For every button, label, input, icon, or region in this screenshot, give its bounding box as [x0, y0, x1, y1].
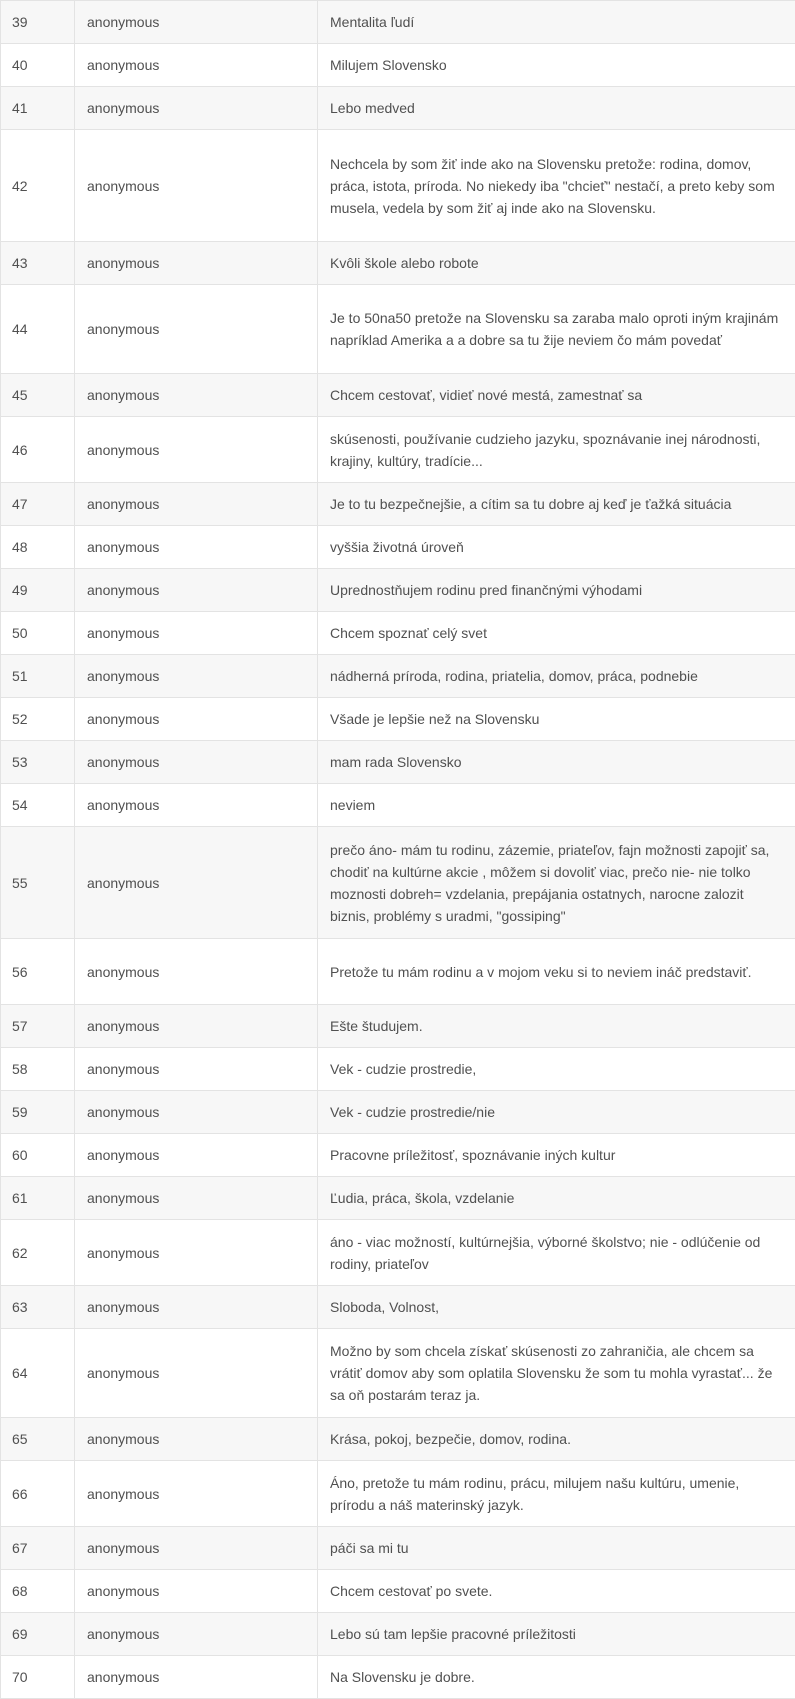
response-text-cell: Vek - cudzie prostredie/nie: [318, 1091, 795, 1134]
response-text-cell: skúsenosti, používanie cudzieho jazyku, spoznávanie inej národnosti, krajiny, kultúry, tradície...: [318, 417, 795, 483]
response-number-cell: 52: [1, 698, 75, 741]
respondent-cell: anonymous: [75, 655, 318, 698]
table-row: [1, 374, 795, 417]
table-row: [1, 44, 795, 87]
response-text-cell: Uprednostňujem rodinu pred finančnými výhodami: [318, 569, 795, 612]
response-number-cell: 56: [1, 939, 75, 1005]
response-text-cell: Krása, pokoj, bezpečie, domov, rodina.: [318, 1418, 795, 1461]
respondent-cell: anonymous: [75, 698, 318, 741]
response-text-cell: Ešte študujem.: [318, 1005, 795, 1048]
respondent-cell: anonymous: [75, 1177, 318, 1220]
response-number-cell: 46: [1, 417, 75, 483]
response-text-cell: Je to 50na50 pretože na Slovensku sa zaraba malo oproti iným krajinám napríklad Amerika a a dobre sa tu žije neviem čo mám povedať: [318, 285, 795, 374]
respondent-cell: anonymous: [75, 87, 318, 130]
table-row: [1, 1177, 795, 1220]
respondent-cell: anonymous: [75, 1220, 318, 1286]
respondent-cell: anonymous: [75, 569, 318, 612]
response-number-cell: 43: [1, 242, 75, 285]
response-number-cell: 70: [1, 1656, 75, 1699]
response-number-cell: 64: [1, 1329, 75, 1418]
table-row: [1, 698, 795, 741]
table-row: [1, 1418, 795, 1461]
respondent-cell: anonymous: [75, 939, 318, 1005]
response-text-cell: Ľudia, práca, škola, vzdelanie: [318, 1177, 795, 1220]
respondent-cell: anonymous: [75, 612, 318, 655]
respondent-cell: anonymous: [75, 242, 318, 285]
response-number-cell: 65: [1, 1418, 75, 1461]
table-row: [1, 784, 795, 827]
respondent-cell: anonymous: [75, 417, 318, 483]
respondent-cell: anonymous: [75, 1329, 318, 1418]
respondent-cell: anonymous: [75, 1418, 318, 1461]
respondent-cell: anonymous: [75, 526, 318, 569]
response-text-cell: Je to tu bezpečnejšie, a cítim sa tu dobre aj keď je ťažká situácia: [318, 483, 795, 526]
respondent-cell: anonymous: [75, 1286, 318, 1329]
response-text-cell: Chcem cestovať po svete.: [318, 1570, 795, 1613]
response-text-cell: Sloboda, Volnost,: [318, 1286, 795, 1329]
response-number-cell: 54: [1, 784, 75, 827]
table-row: [1, 612, 795, 655]
table-row: [1, 569, 795, 612]
response-text-cell: Na Slovensku je dobre.: [318, 1656, 795, 1699]
respondent-cell: anonymous: [75, 1613, 318, 1656]
response-number-cell: 49: [1, 569, 75, 612]
table-row: [1, 1220, 795, 1286]
response-number-cell: 69: [1, 1613, 75, 1656]
response-text-cell: Možno by som chcela získať skúsenosti zo zahraničia, ale chcem sa vrátiť domov aby som oplatila Slovensku že som tu mohla vyrastať... že sa oň postarám teraz ja.: [318, 1329, 795, 1418]
response-text-cell: Chcem spoznať celý svet: [318, 612, 795, 655]
table-row: [1, 939, 795, 1005]
respondent-cell: anonymous: [75, 374, 318, 417]
table-row: [1, 1461, 795, 1527]
response-number-cell: 59: [1, 1091, 75, 1134]
table-row: [1, 130, 795, 242]
response-number-cell: 47: [1, 483, 75, 526]
table-row: [1, 1527, 795, 1570]
table-row: [1, 242, 795, 285]
table-row: [1, 1613, 795, 1656]
response-number-cell: 41: [1, 87, 75, 130]
respondent-cell: anonymous: [75, 1461, 318, 1527]
respondent-cell: anonymous: [75, 285, 318, 374]
response-text-cell: Áno, pretože tu mám rodinu, prácu, milujem našu kultúru, umenie, prírodu a náš materinský jazyk.: [318, 1461, 795, 1527]
respondent-cell: anonymous: [75, 827, 318, 939]
respondent-cell: anonymous: [75, 1005, 318, 1048]
response-number-cell: 62: [1, 1220, 75, 1286]
response-number-cell: 68: [1, 1570, 75, 1613]
table-row: [1, 741, 795, 784]
response-text-cell: Pracovne príležitosť, spoznávanie iných kultur: [318, 1134, 795, 1177]
table-row: [1, 1656, 795, 1699]
respondent-cell: anonymous: [75, 1527, 318, 1570]
respondent-cell: anonymous: [75, 130, 318, 242]
response-text-cell: prečo áno- mám tu rodinu, zázemie, priateľov, fajn možnosti zapojiť sa, chodiť na kultúrne akcie , môžem si dovoliť viac, prečo nie- nie tolko moznosti dobreh= vzdelania, prepájania ostatnych, narocne zalozit biznis, problémy s uradmi, "gossiping": [318, 827, 795, 939]
table-row: [1, 1, 795, 44]
response-number-cell: 45: [1, 374, 75, 417]
table-row: [1, 1091, 795, 1134]
response-number-cell: 42: [1, 130, 75, 242]
respondent-cell: anonymous: [75, 1048, 318, 1091]
respondent-cell: anonymous: [75, 1570, 318, 1613]
response-text-cell: Vek - cudzie prostredie,: [318, 1048, 795, 1091]
table-row: [1, 1048, 795, 1091]
response-number-cell: 44: [1, 285, 75, 374]
table-row: [1, 1134, 795, 1177]
response-number-cell: 58: [1, 1048, 75, 1091]
table-row: [1, 1286, 795, 1329]
response-text-cell: Nechcela by som žiť inde ako na Slovensku pretože: rodina, domov, práca, istota, príroda. No niekedy iba "chcieť" nestačí, a preto keby som musela, vedela by som žiť aj inde ako na Slovensku.: [318, 130, 795, 242]
response-text-cell: Milujem Slovensko: [318, 44, 795, 87]
response-number-cell: 40: [1, 44, 75, 87]
response-text-cell: Lebo medved: [318, 87, 795, 130]
response-number-cell: 61: [1, 1177, 75, 1220]
response-number-cell: 48: [1, 526, 75, 569]
response-text-cell: neviem: [318, 784, 795, 827]
response-number-cell: 51: [1, 655, 75, 698]
response-text-cell: Pretože tu mám rodinu a v mojom veku si to neviem ináč predstaviť.: [318, 939, 795, 1005]
respondent-cell: anonymous: [75, 1134, 318, 1177]
table-row: [1, 1329, 795, 1418]
response-text-cell: vyššia životná úroveň: [318, 526, 795, 569]
respondent-cell: anonymous: [75, 44, 318, 87]
respondent-cell: anonymous: [75, 1, 318, 44]
response-number-cell: 67: [1, 1527, 75, 1570]
response-text-cell: Mentalita ľudí: [318, 1, 795, 44]
response-number-cell: 60: [1, 1134, 75, 1177]
respondent-cell: anonymous: [75, 1656, 318, 1699]
response-number-cell: 53: [1, 741, 75, 784]
table-row: [1, 285, 795, 374]
response-number-cell: 57: [1, 1005, 75, 1048]
table-row: [1, 1005, 795, 1048]
response-number-cell: 63: [1, 1286, 75, 1329]
respondent-cell: anonymous: [75, 1091, 318, 1134]
table-row: [1, 483, 795, 526]
response-number-cell: 39: [1, 1, 75, 44]
respondent-cell: anonymous: [75, 784, 318, 827]
response-text-cell: mam rada Slovensko: [318, 741, 795, 784]
response-text-cell: Kvôli škole alebo robote: [318, 242, 795, 285]
response-text-cell: páči sa mi tu: [318, 1527, 795, 1570]
response-text-cell: áno - viac možností, kultúrnejšia, výborné školstvo; nie - odlúčenie od rodiny, priateľov: [318, 1220, 795, 1286]
table-row: [1, 1570, 795, 1613]
table-row: [1, 417, 795, 483]
response-number-cell: 50: [1, 612, 75, 655]
response-number-cell: 55: [1, 827, 75, 939]
response-text-cell: Všade je lepšie než na Slovensku: [318, 698, 795, 741]
response-number-cell: 66: [1, 1461, 75, 1527]
respondent-cell: anonymous: [75, 483, 318, 526]
table-row: [1, 526, 795, 569]
response-text-cell: nádherná príroda, rodina, priatelia, domov, práca, podnebie: [318, 655, 795, 698]
response-text-cell: Chcem cestovať, vidieť nové mestá, zamestnať sa: [318, 374, 795, 417]
responses-table-body: [1, 1, 795, 1699]
table-row: [1, 87, 795, 130]
table-row: [1, 655, 795, 698]
response-text-cell: Lebo sú tam lepšie pracovné príležitosti: [318, 1613, 795, 1656]
respondent-cell: anonymous: [75, 741, 318, 784]
table-row: [1, 827, 795, 939]
